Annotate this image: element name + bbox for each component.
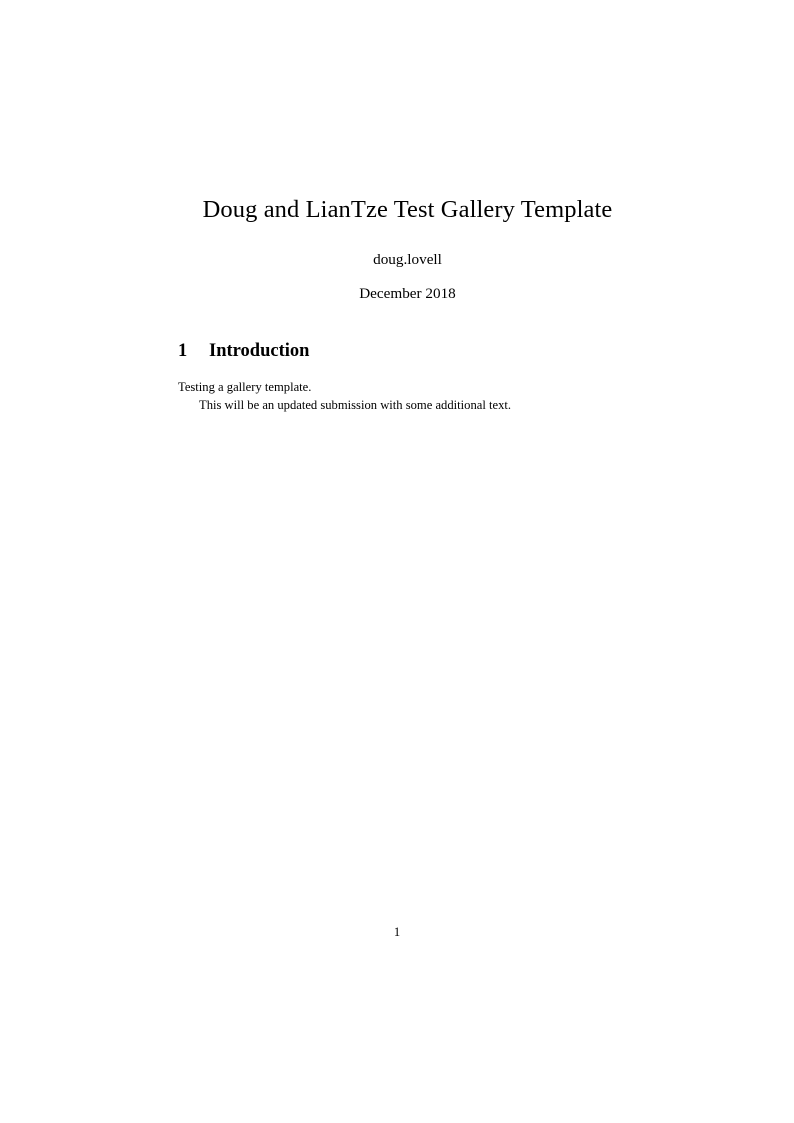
- document-author: doug.lovell: [373, 251, 442, 269]
- page-number: 1: [393, 925, 401, 939]
- paragraph: Testing a gallery template.: [178, 380, 312, 395]
- section-title: Introduction: [209, 341, 310, 362]
- paragraph: This will be an updated submission with some additional text.: [199, 397, 512, 412]
- section-heading-introduction: [178, 303, 637, 362]
- section-number: 1: [178, 341, 188, 362]
- document-date: December 2018: [359, 285, 456, 303]
- document-body: [178, 195, 637, 413]
- page-title: Doug and LianTze Test Gallery Template: [202, 196, 613, 223]
